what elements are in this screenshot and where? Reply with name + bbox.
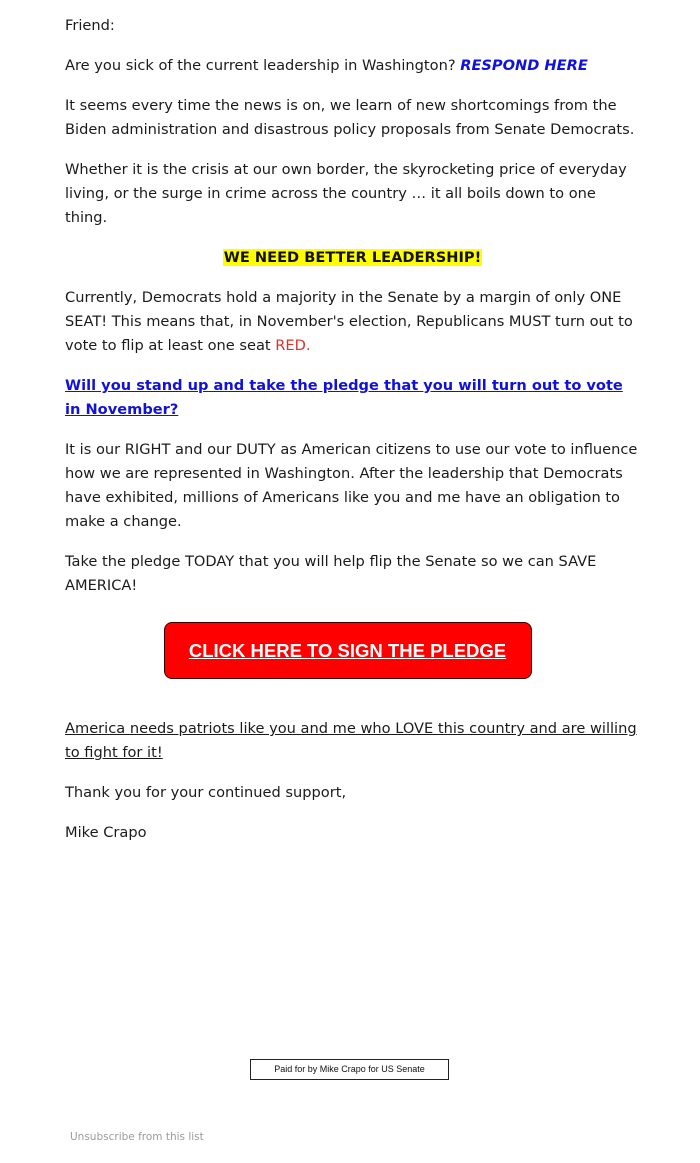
majority-paragraph — [65, 286, 640, 358]
majority-text: Currently, Democrats hold a majority in the Senate by a margin of only ONE SEAT! This means that, in November's election, Republicans MUST turn out to vote to flip at least one seat — [65, 289, 633, 354]
red-word: RED. — [275, 337, 311, 354]
news-paragraph: It seems every time the news is on, we learn of new shortcomings from the Biden administration and disastrous policy proposals from Senate Democrats. — [65, 97, 635, 138]
patriots-paragraph — [65, 717, 640, 765]
better-leadership-highlight: WE NEED BETTER LEADERSHIP! — [223, 249, 482, 266]
pledge-question-paragraph — [65, 374, 640, 422]
pledge-question-link[interactable]: Will you stand up and take the pledge that you will turn out to vote in November? — [65, 377, 623, 418]
crisis-paragraph: Whether it is the crisis at our own border, the skyrocketing price of everyday living, or the surge in crime across the country … it all boils down to one thing. — [65, 161, 627, 226]
right-duty-paragraph: It is our RIGHT and our DUTY as American citizens to use our vote to influence how we are represented in Washington. After the leadership that Democrats have exhibited, millions of Americans like you and me have an obligation to make a change. — [65, 441, 638, 530]
sign-off: Thank you for your continued support, — [65, 784, 347, 801]
sign-pledge-button[interactable]: CLICK HERE TO SIGN THE PLEDGE — [164, 622, 532, 679]
pledge-today-paragraph: Take the pledge TODAY that you will help flip the Senate so we can SAVE AMERICA! — [65, 553, 597, 594]
signature: Mike Crapo — [65, 824, 147, 841]
intro-question: Are you sick of the current leadership in Washington? — [65, 57, 461, 74]
greeting: Friend: — [65, 17, 115, 34]
paid-for-disclaimer: Paid for by Mike Crapo for US Senate — [250, 1059, 449, 1080]
intro-paragraph — [65, 54, 640, 78]
unsubscribe-link[interactable]: Unsubscribe from this list — [70, 1131, 204, 1143]
cta-wrapper — [65, 622, 640, 679]
highlight-line — [65, 246, 640, 270]
patriots-link[interactable]: America needs patriots like you and me who LOVE this country and are willing to fight for it! — [65, 720, 637, 761]
respond-here-link[interactable]: RESPOND HERE — [460, 57, 588, 74]
email-body — [65, 14, 640, 861]
